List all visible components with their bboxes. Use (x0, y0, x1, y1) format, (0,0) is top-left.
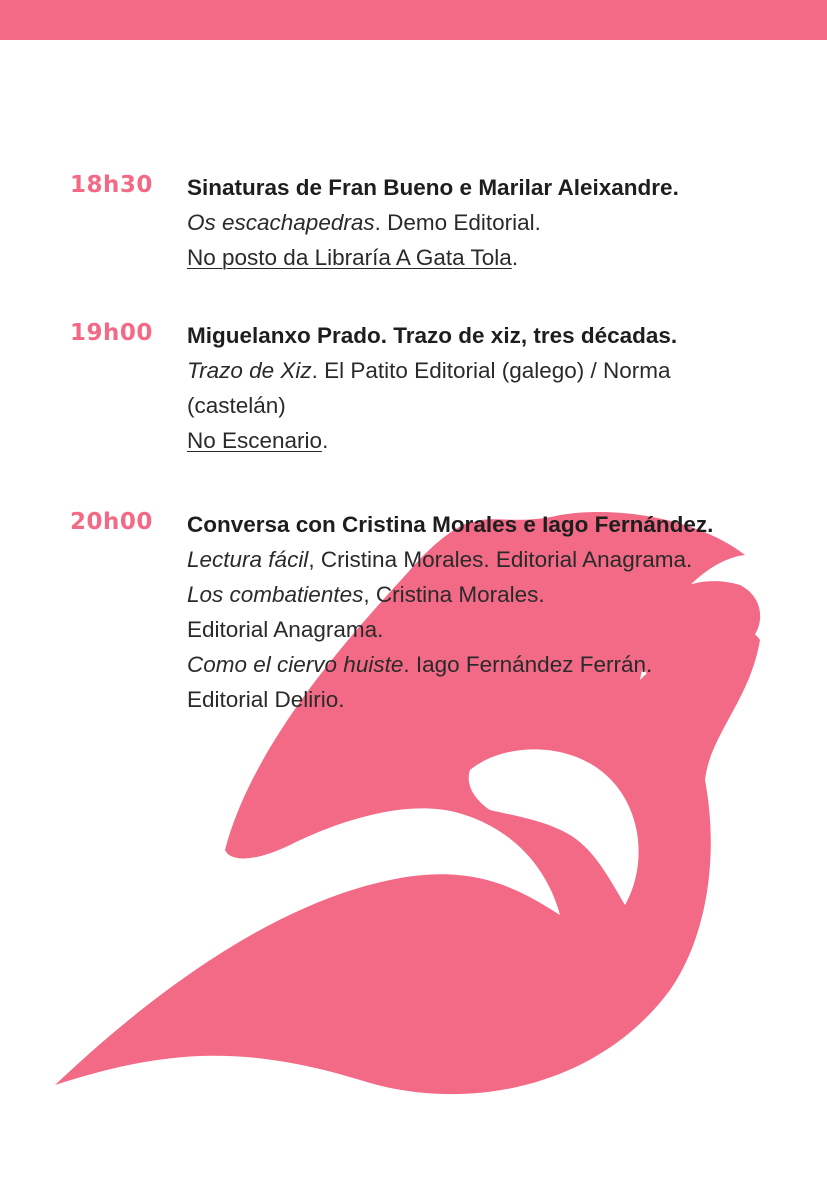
event-details (187, 170, 787, 275)
event-location: No Escenario (187, 428, 323, 453)
event-detail-line: Los combatientes, Cristina Morales. (187, 582, 545, 607)
book-title: Los combatientes (187, 582, 364, 607)
event-details (187, 318, 787, 458)
event-detail-line: Editorial Anagrama. (187, 617, 384, 642)
book-title: Como el ciervo huiste (187, 652, 404, 677)
book-title: Os escachapedras (187, 210, 375, 235)
event-location: No posto da Libraría A Gata Tola (187, 245, 512, 270)
event-time: 20h00 (70, 509, 153, 535)
event-time: 19h00 (70, 320, 153, 346)
event-detail-line: Como el ciervo huiste. Iago Fernández Ferrán. (187, 652, 653, 677)
event-time: 18h30 (70, 172, 153, 198)
event-location-line: No posto da Libraría A Gata Tola. (187, 245, 519, 270)
event-location-line: No Escenario. (187, 428, 329, 453)
event-detail-line: Os escachapedras. Demo Editorial. (187, 210, 541, 235)
event-details (187, 507, 787, 717)
event-detail-line: Lectura fácil, Cristina Morales. Editorial Anagrama. (187, 547, 693, 572)
event-detail-line: Trazo de Xiz. El Patito Editorial (galego) / Norma (castelán) (187, 358, 671, 418)
book-title: Trazo de Xiz (187, 358, 312, 383)
event-detail-line: Editorial Delirio. (187, 687, 345, 712)
event-title: Miguelanxo Prado. Trazo de xiz, tres décadas. (187, 323, 678, 348)
event-title: Sinaturas de Fran Bueno e Marilar Aleixandre. (187, 175, 679, 200)
event-title: Conversa con Cristina Morales e Iago Fernández. (187, 512, 714, 537)
book-title: Lectura fácil (187, 547, 309, 572)
